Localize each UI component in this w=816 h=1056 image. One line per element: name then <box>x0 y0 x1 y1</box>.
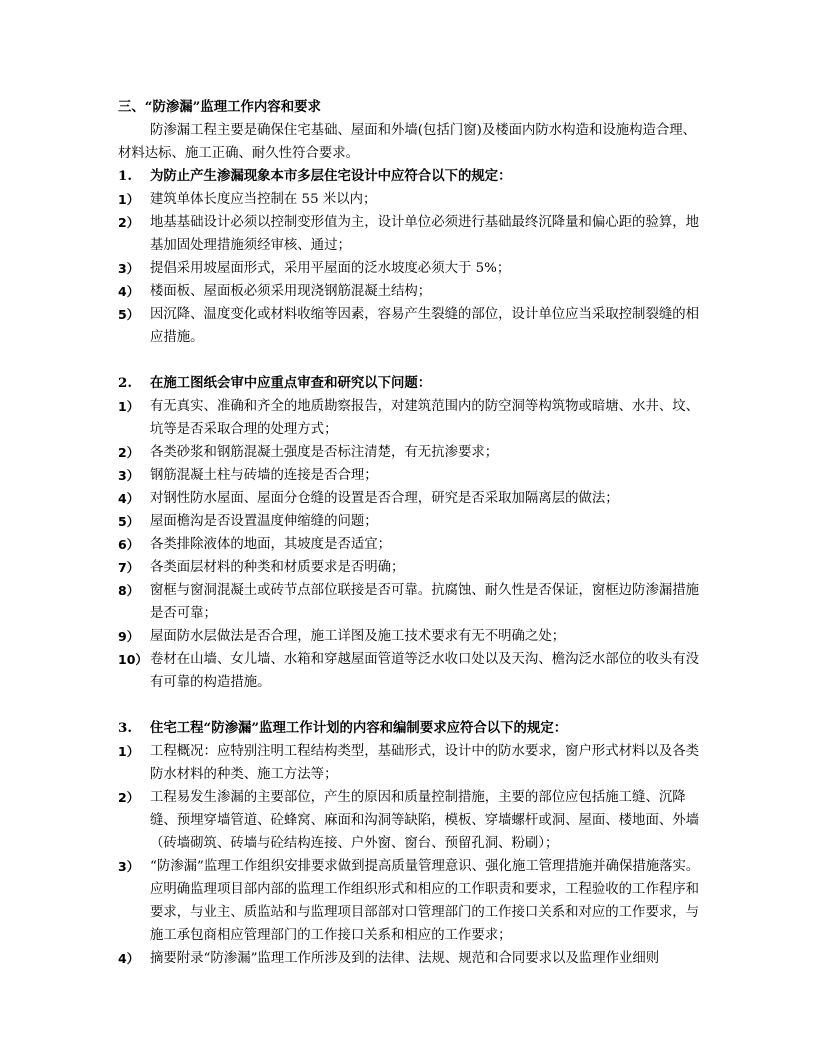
section-number: 3. <box>118 720 132 736</box>
item-text: 窗框与窗洞混凝土或砖节点部位联接是否可靠。抗腐蚀、耐久性是否保证，窗框边防渗漏措施是否可靠； <box>150 583 700 621</box>
item-text: 屋面防水层做法是否合理，施工详图及施工技术要求有无不明确之处； <box>150 629 566 644</box>
item-text: 工程易发生渗漏的主要部位，产生的原因和质量控制措施，主要的部位应包括施工缝、沉降缝、预埋穿墙管道、砼蜂窝、麻面和沟洞等缺陷，模板、穿墙螺杆或洞、屋面、楼地面、外墙（砖墙砌筑、砖墙与砼结构连接、户外窗、窗台、预留孔洞、粉刷）； <box>150 790 700 851</box>
item-number: 3） <box>118 468 140 483</box>
item-text: 楼面板、屋面板必须采用现浇钢筋混凝土结构； <box>150 284 432 299</box>
item-text: “防渗漏”监理工作组织安排要求做到提高质量管理意识、强化施工管理措施并确保措施落实。应明确监理项目部内部的监理工作组织形式和相应的工作职责和要求，工程验收的工作程序和要求，与业主、质监站和与监理项目部部对口管理部门的工作接口关系和对应的工作要求，与施工承包商相应管理部门的工作接口关系和相应的工作要求； <box>150 859 700 943</box>
intro-paragraph: 防渗漏工程主要是确保住宅基础、屋面和外墙(包括门窗)及楼面内防水构造和设施构造合理、材料达标、施工正确、耐久性符合要求。 <box>118 123 697 161</box>
list-item <box>118 533 703 556</box>
item-number: 3） <box>118 859 140 874</box>
item-number: 1） <box>118 744 140 759</box>
item-number: 1） <box>118 399 140 414</box>
item-text: 因沉降、温度变化或材料收缩等因素，容易产生裂缝的部位，设计单位应当采取控制裂缝的相应措施。 <box>150 307 700 345</box>
list-item <box>118 740 703 786</box>
item-number: 6） <box>118 537 140 552</box>
list-item <box>118 188 703 211</box>
list-item <box>118 556 703 579</box>
list-item <box>118 280 703 303</box>
section-title: 住宅工程“防渗漏”监理工作计划的内容和编制要求应符合以下的规定： <box>150 720 568 736</box>
item-text: 建筑单体长度应当控制在 55 米以内； <box>150 192 377 207</box>
item-text: 对钢性防水屋面、屋面分仓缝的设置是否合理，研究是否采取加隔离层的做法； <box>150 491 619 506</box>
list-item <box>118 257 703 280</box>
item-number: 10） <box>118 652 148 667</box>
list-item <box>118 510 703 533</box>
item-text: 卷材在山墙、女儿墙、水箱和穿越屋面管道等泛水收口处以及天沟、檐沟泛水部位的收头有没有可靠的构造措施。 <box>150 652 700 690</box>
section-number: 1. <box>118 168 132 184</box>
list-item <box>118 487 703 510</box>
list-item <box>118 648 703 694</box>
spacer <box>118 349 703 372</box>
section-heading <box>118 717 703 740</box>
section-1 <box>118 165 703 349</box>
list-item <box>118 579 703 625</box>
item-number: 8） <box>118 583 140 598</box>
item-number: 5） <box>118 514 140 529</box>
document-page <box>118 96 703 970</box>
page-title: 三、“防渗漏”监理工作内容和要求 <box>118 99 321 115</box>
item-number: 9） <box>118 629 140 644</box>
item-number: 2） <box>118 790 140 805</box>
item-text: 有无真实、准确和齐全的地质勘察报告，对建筑范围内的防空洞等构筑物或暗塘、水井、坟、坑等是否采取合理的处理方式； <box>150 399 700 437</box>
item-text: 地基基础设计必须以控制变形值为主，设计单位必须进行基础最终沉降量和偏心距的验算，地基加固处理措施须经审核、通过； <box>150 215 700 253</box>
item-number: 1） <box>118 192 140 207</box>
item-number: 4） <box>118 951 140 966</box>
list-item <box>118 625 703 648</box>
section-2 <box>118 372 703 694</box>
list-item <box>118 855 703 947</box>
item-number: 3） <box>118 261 140 276</box>
item-text: 工程概况：应特别注明工程结构类型，基础形式，设计中的防水要求，窗户形式材料以及各类防水材料的种类、施工方法等； <box>150 744 700 782</box>
item-text: 摘要附录“防渗漏”监理工作所涉及到的法律、法规、规范和合同要求以及监理作业细则 <box>150 951 660 966</box>
section-title: 为防止产生渗漏现象本市多层住宅设计中应符合以下的规定： <box>150 168 512 184</box>
section-3 <box>118 717 703 970</box>
item-number: 4） <box>118 491 140 506</box>
item-text: 各类排除液体的地面，其坡度是否适宜； <box>150 537 392 552</box>
list-item <box>118 441 703 464</box>
item-number: 2） <box>118 215 140 230</box>
list-item <box>118 464 703 487</box>
section-heading <box>118 165 703 188</box>
list-item <box>118 786 703 855</box>
section-title: 在施工图纸会审中应重点审查和研究以下问题： <box>150 375 432 391</box>
list-item <box>118 211 703 257</box>
section-heading <box>118 372 703 395</box>
item-number: 5） <box>118 307 140 322</box>
item-number: 4） <box>118 284 140 299</box>
list-item <box>118 947 703 970</box>
item-text: 各类砂浆和钢筋混凝土强度是否标注清楚，有无抗渗要求； <box>150 445 499 460</box>
item-number: 2） <box>118 445 140 460</box>
section-number: 2. <box>118 375 132 391</box>
item-text: 各类面层材料的种类和材质要求是否明确； <box>150 560 405 575</box>
item-text: 屋面檐沟是否设置温度伸缩缝的问题； <box>150 514 378 529</box>
item-text: 提倡采用坡屋面形式，采用平屋面的泛水坡度必须大于 5%； <box>150 261 511 276</box>
spacer <box>118 694 703 717</box>
item-number: 7） <box>118 560 140 575</box>
list-item <box>118 303 703 349</box>
list-item <box>118 395 703 441</box>
item-text: 钢筋混凝土柱与砖墙的连接是否合理； <box>150 468 378 483</box>
